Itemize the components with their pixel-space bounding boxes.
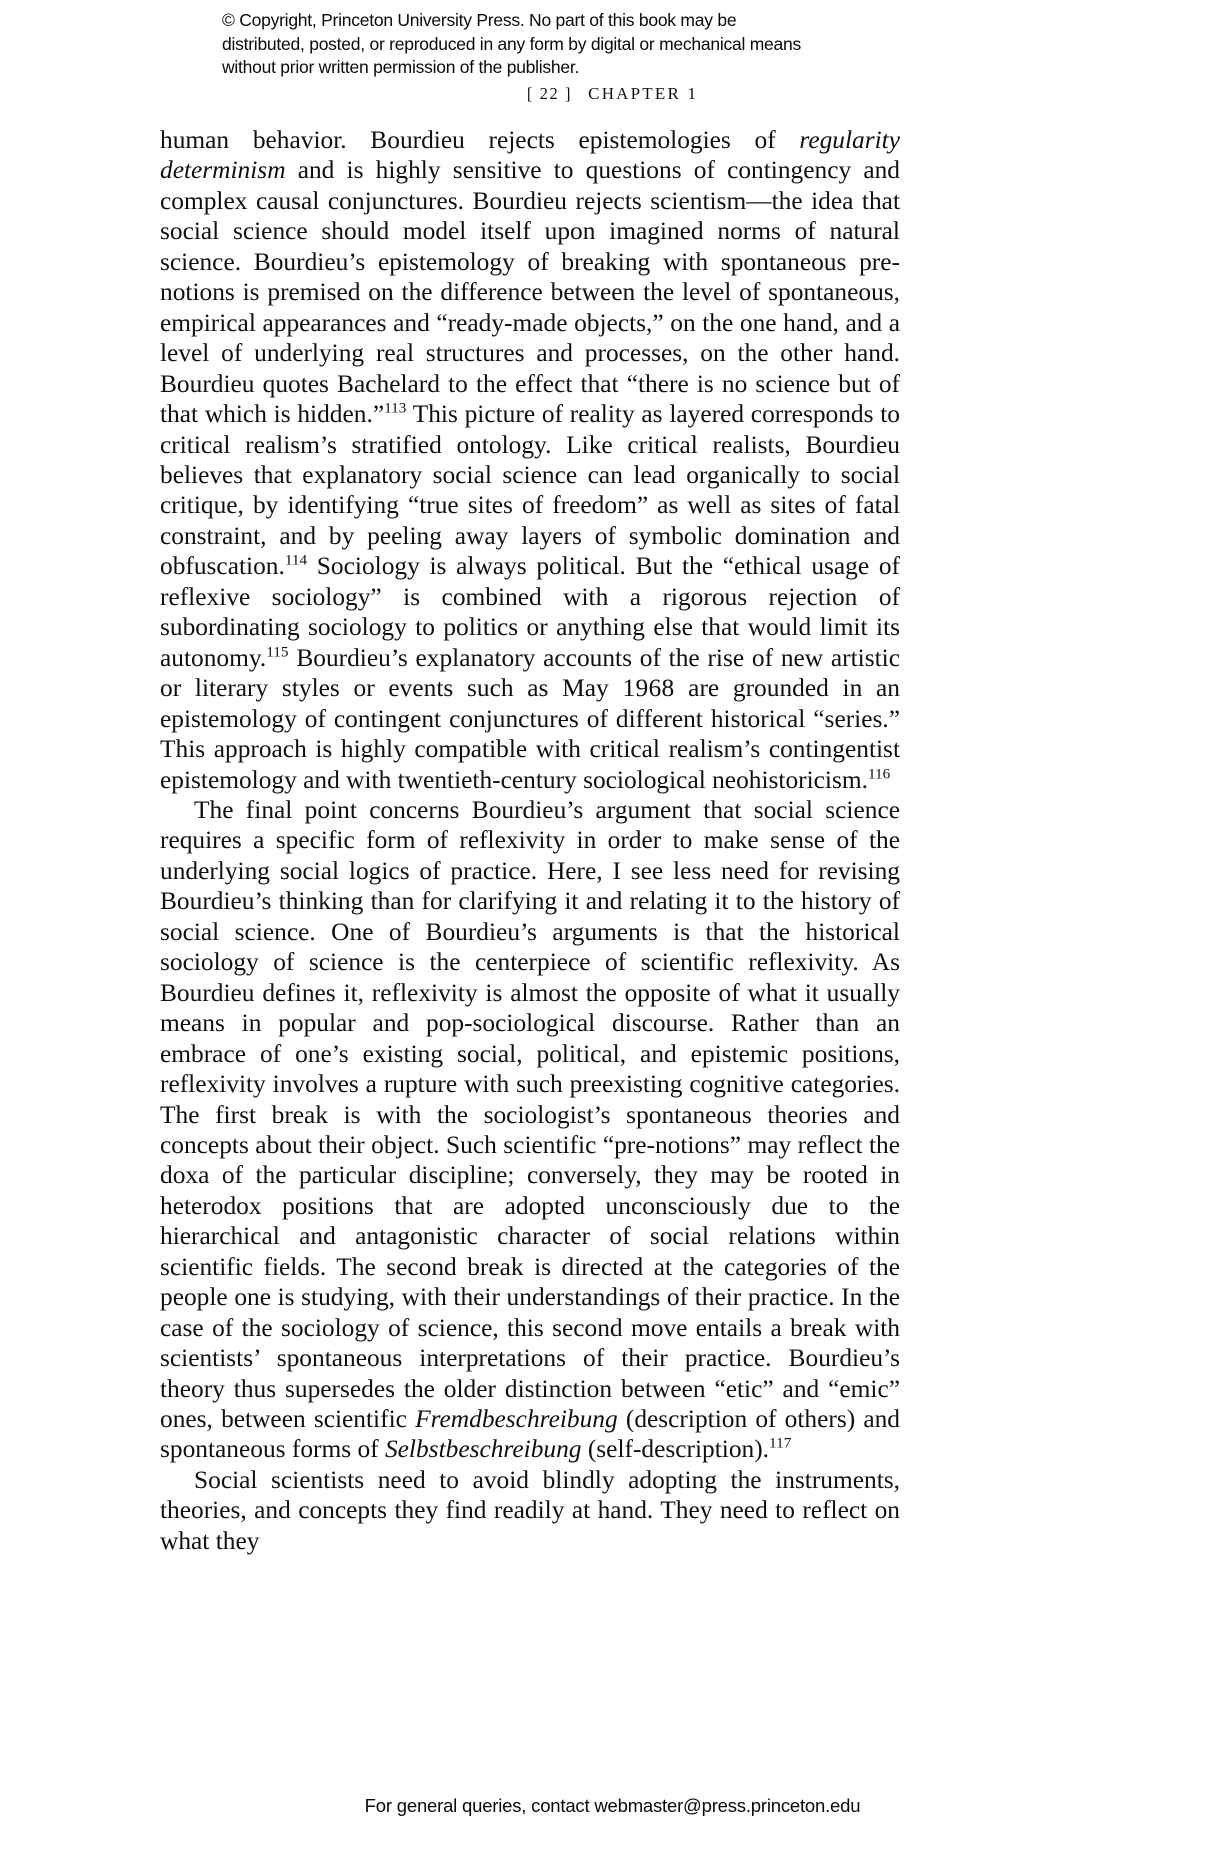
p1-segment-5: Bourdieu’s explanatory accounts of the rise of new artistic or literary styles or events such as May [160,643,900,703]
p1-segment-1: human behavior. Bourdieu rejects epistemologies of [160,126,800,154]
footnote-marker-113: 113 [384,399,407,417]
footer-contact-line: For general queries, contact webmaster@press.princeton.edu [364,1795,861,1816]
page-folio: [ 22 ] [526,84,573,103]
chapter-label: CHAPTER 1 [588,84,699,103]
p2-segment-1: The final point concerns Bourdieu’s argument that social science requires a specific form of reflexivity in order to make sense of the underlying social logics of practice. Here, I see less need for revising Bourdieu’s thinking than for clarifying it and relating it to the history of social science. One of Bourdieu’s arguments is that the historical sociology of science is the centerpiece of scientific reflexivity. As Bourdieu defines it, reflexivity is almost the opposite of what it usually means in popular and pop-sociological discourse. Rather than an embrace of one’s existing social, political, and epistemic positions, reflexivity involves a rupture with such preexisting cognitive categories. The first break is with the sociologist’s spontaneous theories and concepts about their object. Such scientific “pre-notions” may reflect the doxa of the particular discipline; conversely, they may be rooted in heterodox positions that are adopted unconsciously due to the hierarchical and antagonistic character of social relations within scientific fields. The second break is directed at the categories of the people one is studying, with their understandings of their practice. In the case of the sociology of science, this second move entails a break with scientists’ spontaneous interpretations of their practice. Bourdieu’s theory thus supersedes the older distinction between “etic” and “emic” ones, between scientific [160,795,900,1434]
footnote-marker-116: 116 [867,765,891,783]
paragraph-1 [160,125,900,795]
term-selbstbeschreibung: Selbstbeschreibung [384,1435,582,1464]
running-head [0,84,1225,104]
footnote-marker-115: 115 [266,643,289,661]
term-fremdbeschreibung: Fremdbeschreibung [415,1405,618,1434]
p2-segment-3: (self-description). [581,1435,770,1464]
p2-segment-2: (description of others) and spontaneous forms of [160,1405,900,1464]
paragraph-2 [160,795,900,1465]
body-text-column [160,125,900,1556]
year-1968: 1968 [622,674,675,703]
footnote-marker-114: 114 [284,551,308,569]
footnote-marker-117: 117 [769,1435,792,1453]
term-regularity-determinism: regularity determinism [160,126,900,185]
p1-segment-3: This picture of reality as layered corresponds to critical realism’s stratified ontology. Like critical realists, Bourdieu believes that explanatory social science can lead organically to social critique, by identifying “true sites of freedom” as well as sites of fatal constraint, and by peeling away layers of symbolic domination and obfuscation. [160,400,901,581]
p1-segment-4: Sociology is always political. But the “ethical usage of reflexive sociology” is combined with a rigorous rejection of subordinating sociology to politics or anything else that would limit its autonomy. [160,552,900,672]
p3-segment-1: Social scientists need to avoid blindly adopting the instruments, theories, and concepts they find readily at hand. They need to reflect on what they [160,1465,900,1555]
copyright-notice: © Copyright, Princeton University Press. No part of this book may be distributed, posted, or reproduced in any form by digital or mechanical means without prior written permission of the publisher. [222,10,801,77]
paragraph-3 [160,1465,900,1556]
p1-segment-2: and is highly sensitive to questions of contingency and complex causal conjunctures. Bourdieu rejects scientism—the idea that social science should model itself upon imagined norms of natural science. Bourdieu’s epistemology of breaking with spontaneous pre-notions is premised on the difference between the level of spontaneous, empirical appearances and “ready-made objects,” on the one hand, and a level of underlying real structures and processes, on the other hand. Bourdieu quotes Bachelard to the effect that “there is no science but of that which is hidden.” [160,156,900,429]
p1-segment-6: are grounded in an epistemology of contingent conjunctures of different historical “series.” This approach is highly compatible with critical realism’s contingentist epistemology and with twentieth-century sociological neohistoricism. [160,674,900,794]
